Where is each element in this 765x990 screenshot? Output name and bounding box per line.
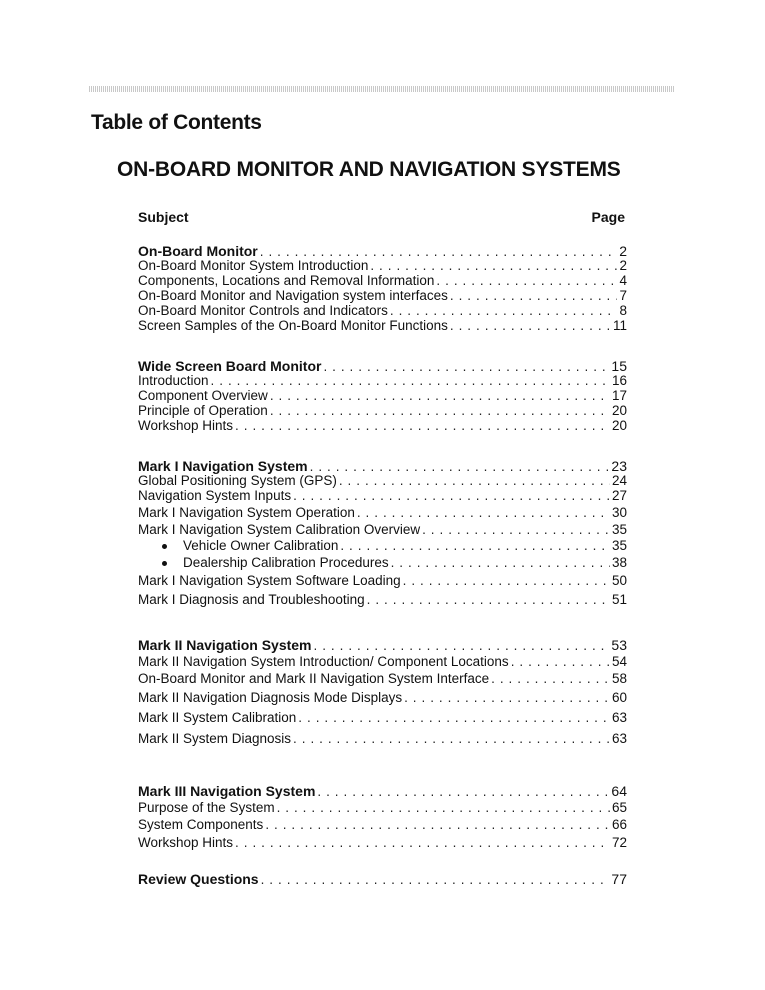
- dot-leader: [261, 872, 610, 888]
- toc-entry-title: Component Overview: [138, 388, 268, 403]
- dot-leader: [298, 710, 610, 726]
- toc-entry-title: Mark II Navigation System: [138, 637, 312, 653]
- header-rule: [89, 86, 675, 92]
- toc-entry: [138, 800, 627, 816]
- toc-entry-title: Introduction: [138, 373, 209, 388]
- toc-entry-page: 4: [619, 273, 627, 288]
- dot-leader: [235, 418, 610, 434]
- toc-entry: [138, 373, 627, 389]
- toc-entry: [138, 835, 627, 851]
- toc-entry-title: Navigation System Inputs: [138, 488, 292, 503]
- dot-leader: [270, 403, 610, 419]
- toc-entry-page: 77: [611, 871, 627, 887]
- toc-entry: [138, 690, 627, 706]
- page-title: Table of Contents: [91, 111, 262, 134]
- toc-entry-title: On-Board Monitor System Introduction: [138, 258, 369, 273]
- dot-leader: [339, 473, 610, 489]
- toc-entry: [138, 731, 627, 747]
- toc-entry-page: 64: [611, 783, 627, 799]
- toc-entry-page: 15: [611, 358, 627, 374]
- dot-leader: [340, 538, 610, 554]
- toc-entry-title: Screen Samples of the On-Board Monitor Functions: [138, 318, 448, 333]
- toc-section-heading: [138, 783, 627, 799]
- toc-entry-title: On-Board Monitor and Navigation system interfaces: [138, 288, 448, 303]
- toc-section-heading: [138, 243, 627, 259]
- toc-entry-page: 63: [611, 710, 627, 725]
- toc-entry-page: 35: [611, 538, 627, 553]
- toc-entry-page: 2: [619, 258, 627, 273]
- toc-entry-page: 2: [619, 243, 627, 259]
- toc-entry: [138, 671, 627, 687]
- toc-entry-title: Workshop Hints: [138, 418, 234, 433]
- toc-entry-title: Global Positioning System (GPS): [138, 473, 337, 488]
- toc-entry: [138, 303, 627, 319]
- dot-leader: [314, 638, 610, 654]
- toc-entry-page: 53: [611, 637, 627, 653]
- dot-leader: [265, 817, 610, 833]
- toc-entry-page: 72: [611, 835, 627, 850]
- toc-entry: [138, 318, 627, 334]
- toc-entry-title: Principle of Operation: [138, 403, 268, 418]
- dot-leader: [436, 273, 617, 289]
- toc-entry-page: 66: [611, 817, 627, 832]
- toc-entry-title: Vehicle Owner Calibration: [138, 538, 338, 554]
- toc-entry-title: Workshop Hints: [138, 835, 234, 850]
- toc-entry-title: Mark II Navigation System Introduction/ Component Locations: [138, 654, 509, 669]
- toc-entry-page: 20: [611, 418, 627, 433]
- toc-section-heading: [138, 871, 627, 887]
- toc-entry-page: 38: [611, 555, 627, 570]
- toc-entry-page: 58: [611, 671, 627, 686]
- toc-entry-title: Purpose of the System: [138, 800, 275, 815]
- toc-section-heading: [138, 458, 627, 474]
- dot-leader: [357, 505, 610, 521]
- dot-leader: [403, 573, 610, 589]
- toc-entry-page: 16: [611, 373, 627, 388]
- toc-section-heading: [138, 637, 627, 653]
- dot-leader: [450, 288, 618, 304]
- dot-leader: [317, 784, 609, 800]
- dot-leader: [391, 555, 610, 571]
- toc-entry-page: 51: [611, 592, 627, 607]
- toc-entry-page: 27: [611, 488, 627, 503]
- dot-leader: [293, 488, 610, 504]
- dot-leader: [293, 731, 610, 747]
- toc-entry-page: 7: [619, 288, 627, 303]
- dot-leader: [491, 671, 610, 687]
- dot-leader: [404, 690, 610, 706]
- toc-entry-title: Mark I Navigation System Operation: [138, 505, 355, 520]
- toc-entry-title: Mark II System Diagnosis: [138, 731, 292, 746]
- dot-leader: [422, 522, 610, 538]
- toc-entry-page: 54: [611, 654, 627, 669]
- toc-entry-title: Mark I Navigation System Calibration Overview: [138, 522, 421, 537]
- toc-entry-page: 50: [611, 573, 627, 588]
- toc-entry-page: 23: [611, 458, 627, 474]
- toc-section-heading: [138, 358, 627, 374]
- toc-entry-page: 35: [611, 522, 627, 537]
- toc-entry: [138, 418, 627, 434]
- toc-entry-title: Wide Screen Board Monitor: [138, 358, 322, 374]
- dot-leader: [277, 800, 610, 816]
- toc-entry-page: 17: [611, 388, 627, 403]
- toc-entry-title: On-Board Monitor: [138, 243, 258, 259]
- dot-leader: [211, 373, 610, 389]
- toc-entry: [138, 592, 627, 608]
- toc-entry: [138, 555, 627, 571]
- toc-entry: [138, 505, 627, 521]
- toc-entry-page: 60: [611, 690, 627, 705]
- document-subtitle: ON-BOARD MONITOR AND NAVIGATION SYSTEMS: [117, 158, 621, 181]
- toc-entry-title: Components, Locations and Removal Information: [138, 273, 435, 288]
- page-column-header: Page: [591, 209, 625, 225]
- toc-entry: [138, 288, 627, 304]
- toc-entry-title: System Components: [138, 817, 264, 832]
- toc-entry-title: Mark III Navigation System: [138, 783, 316, 799]
- toc-entry-title: Mark I Navigation System Software Loading: [138, 573, 401, 588]
- dot-leader: [235, 835, 610, 851]
- toc-entry: [138, 654, 627, 670]
- toc-entry: [138, 388, 627, 404]
- toc-entry: [138, 258, 627, 274]
- toc-entry: [138, 817, 627, 833]
- toc-entry-title: Mark I Navigation System: [138, 458, 308, 474]
- dot-leader: [450, 318, 611, 334]
- toc-entry: [138, 522, 627, 538]
- toc-entry-title: On-Board Monitor and Mark II Navigation System Interface: [138, 671, 490, 686]
- toc-entry: [138, 273, 627, 289]
- toc-entry-title: Review Questions: [138, 871, 259, 887]
- toc-entry-title: On-Board Monitor Controls and Indicators: [138, 303, 388, 318]
- toc-entry-title: Mark II System Calibration: [138, 710, 297, 725]
- dot-leader: [370, 258, 617, 274]
- dot-leader: [270, 388, 610, 404]
- toc-entry: [138, 710, 627, 726]
- toc-entry-page: 11: [612, 318, 627, 333]
- toc-entry-page: 30: [611, 505, 627, 520]
- toc-entry: [138, 538, 627, 554]
- toc-entry: [138, 488, 627, 504]
- toc-entry-title: Dealership Calibration Procedures: [138, 555, 389, 571]
- subject-column-header: Subject: [138, 209, 189, 225]
- toc-entry: [138, 473, 627, 489]
- dot-leader: [367, 592, 610, 608]
- toc-entry: [138, 573, 627, 589]
- toc-entry-page: 63: [611, 731, 627, 746]
- toc-entry-page: 20: [611, 403, 627, 418]
- toc-entry: [138, 403, 627, 419]
- dot-leader: [390, 303, 618, 319]
- dot-leader: [511, 654, 610, 670]
- toc-entry-title: Mark II Navigation Diagnosis Mode Displays: [138, 690, 403, 705]
- toc-entry-page: 24: [611, 473, 627, 488]
- toc-entry-page: 8: [619, 303, 627, 318]
- toc-entry-title: Mark I Diagnosis and Troubleshooting: [138, 592, 365, 607]
- toc-entry-page: 65: [611, 800, 627, 815]
